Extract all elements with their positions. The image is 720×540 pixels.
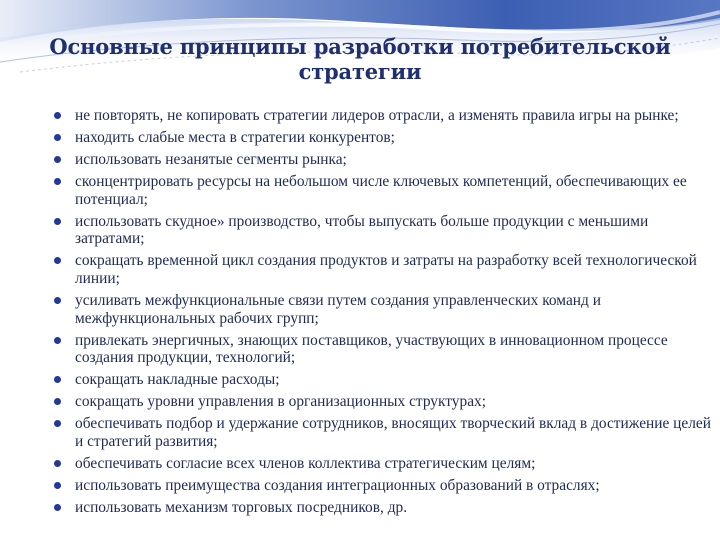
list-item-text: обеспечивать согласие всех членов коллектива стратегическим целям; xyxy=(75,455,536,473)
list-item-text: использовать скудное» производство, чтобы выпускать больше продукции с xyxy=(75,212,575,230)
slide-title xyxy=(0,34,720,84)
list-item-text: использовать незанятые сегменты рынка; xyxy=(75,151,347,169)
list-item xyxy=(52,393,716,411)
bullet-icon xyxy=(54,218,61,225)
list-item-text: использовать механизм торговых посредников, др. xyxy=(75,499,408,517)
list-item xyxy=(52,292,716,327)
list-item xyxy=(52,415,716,450)
list-item-text: сконцентрировать ресурсы на небольшом числе ключевых компетенций, xyxy=(75,173,553,191)
bullet-icon xyxy=(54,297,61,304)
bullet-icon xyxy=(54,460,61,467)
bullet-list xyxy=(52,107,716,521)
list-item-text: сокращать накладные расходы; xyxy=(75,371,280,389)
list-item-text: усиливать межфункциональные связи путем создания управленческих команд и xyxy=(75,292,601,310)
bullet-icon xyxy=(54,376,61,383)
list-item-text-cont: межфункциональных рабочих групп; xyxy=(75,309,319,327)
list-item-text-cont: обеспечивающих ее потенциал; xyxy=(75,173,687,208)
bullet-icon xyxy=(54,156,61,163)
list-item xyxy=(52,252,716,287)
list-item-text: использовать преимущества создания интеграционных образований в отраслях; xyxy=(75,477,600,495)
list-item xyxy=(52,477,716,495)
bullet-icon xyxy=(54,482,61,489)
list-item-text: обеспечивать подбор и удержание сотрудников, вносящих творческий вклад в xyxy=(75,415,588,433)
list-item-text: не повторять, не копировать стратегии лидеров отрасли, а изменять правила xyxy=(75,107,575,124)
list-item-text-cont: процессе создания продукции, технологий; xyxy=(75,331,668,367)
list-item xyxy=(52,332,716,367)
list-item xyxy=(52,129,716,147)
bullet-icon xyxy=(54,420,61,427)
list-item xyxy=(52,371,716,389)
title-line-2: стратегии xyxy=(298,59,422,84)
list-item-text: сокращать уровни управления в организационных структурах; xyxy=(75,393,486,411)
list-item-text: находить слабые места в стратегии конкурентов; xyxy=(75,129,395,147)
list-item xyxy=(52,213,716,248)
list-item xyxy=(52,107,716,125)
list-item-text: сокращать временной цикл создания продуктов и затраты на разработку всей xyxy=(75,252,582,270)
bullet-icon xyxy=(54,134,61,141)
bullet-icon xyxy=(54,337,61,344)
bullet-icon xyxy=(54,504,61,511)
list-item-text-cont: игры на рынке; xyxy=(578,107,679,124)
bullet-icon xyxy=(54,257,61,264)
title-line-1: Основные принципы разработки потребительской xyxy=(49,34,671,59)
list-item-text: привлекать энергичных, знающих поставщиков, участвующих в инновационном xyxy=(75,331,605,349)
bullet-icon xyxy=(54,112,61,119)
bullet-icon xyxy=(54,178,61,185)
bullet-icon xyxy=(54,398,61,405)
list-item xyxy=(52,151,716,169)
list-item-text-cont: меньшими затратами; xyxy=(75,212,649,248)
list-item-text-cont: технологической линии; xyxy=(75,252,697,287)
list-item-text-cont: достижение целей и стратегий развития; xyxy=(75,415,711,450)
list-item xyxy=(52,499,716,517)
list-item xyxy=(52,173,716,208)
list-item xyxy=(52,455,716,473)
